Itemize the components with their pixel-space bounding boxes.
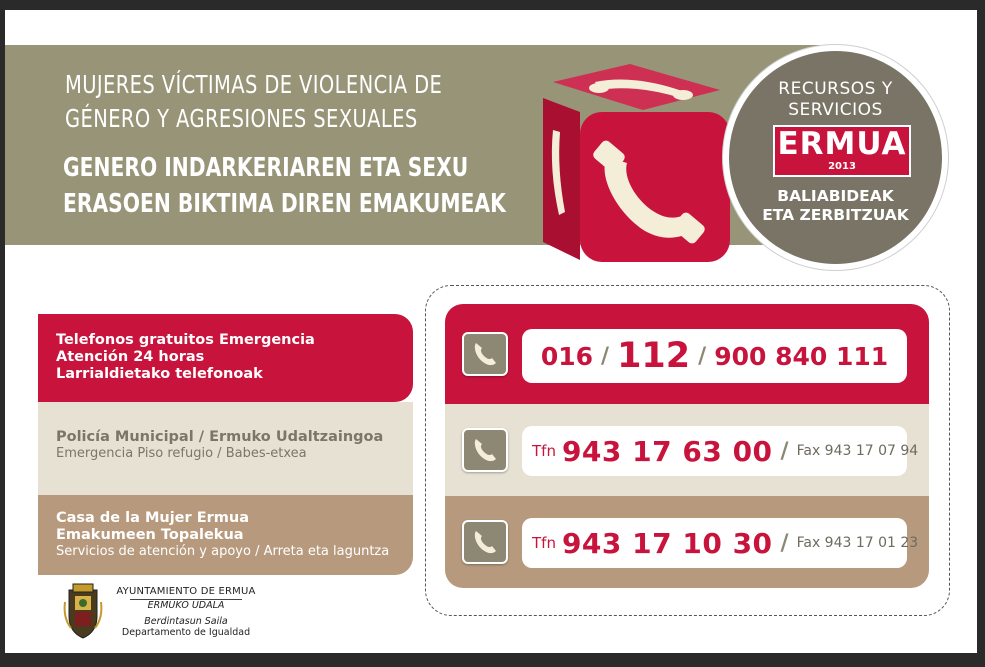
police-numbers: Tfn 943 17 63 00 / Fax 943 17 07 94 bbox=[522, 426, 907, 476]
womens-house-phone[interactable]: 943 17 10 30 bbox=[561, 526, 773, 560]
police-fax: Fax 943 17 07 94 bbox=[796, 443, 919, 459]
phone-icon bbox=[462, 520, 508, 564]
womens-house-label-row: Casa de la Mujer Ermua Emakumeen Topalekua Servicios de atención y apoyo / Arreta eta laguntza bbox=[38, 495, 413, 575]
womens-house-fax: Fax 943 17 01 23 bbox=[796, 535, 919, 551]
police-numbers-row bbox=[445, 404, 929, 496]
city-council-logo: AYUNTAMIENTO DE ERMUA ERMUKO UDALA Berdintasun Saila Departamento de Igualdad bbox=[61, 582, 261, 642]
police-label-row: Policía Municipal / Ermuko Udaltzaingoa Emergencia Piso refugio / Babes-etxea bbox=[38, 402, 413, 495]
coat-of-arms-icon bbox=[61, 582, 105, 640]
number-016[interactable]: 016 bbox=[540, 341, 594, 371]
womens-house-numbers: Tfn 943 17 10 30 / Fax 943 17 01 23 bbox=[522, 518, 907, 568]
title-basque: GENERO INDARKERIAREN ETA SEXU ERASOEN BIKTIMA DIREN EMAKUMEAK bbox=[63, 153, 506, 219]
number-112[interactable]: 112 bbox=[617, 336, 691, 376]
ermua-badge: RECURSOS Y SERVICIOS ERMUA 2013 BALIABIDEAK ETA ZERBITZUAK bbox=[723, 45, 948, 270]
title-spanish: MUJERES VÍCTIMAS DE VIOLENCIA DE GÉNERO Y AGRESIONES SEXUALES bbox=[65, 70, 443, 133]
phone-icon bbox=[462, 332, 508, 376]
emergency-label-row: Telefonos gratuitos Emergencia Atención 24 horas Larrialdietako telefonoak bbox=[38, 314, 413, 402]
phone-icon bbox=[462, 428, 508, 472]
poster-card bbox=[5, 10, 977, 653]
number-900[interactable]: 900 840 111 bbox=[714, 341, 889, 371]
badge-ermua-label: ERMUA 2013 bbox=[773, 125, 911, 177]
police-phone[interactable]: 943 17 63 00 bbox=[561, 434, 773, 468]
cube-phone-icon bbox=[535, 60, 735, 265]
womens-house-numbers-row bbox=[445, 496, 929, 588]
emergency-numbers-row bbox=[445, 304, 929, 404]
emergency-numbers: 016 / 112 / 900 840 111 bbox=[522, 329, 907, 383]
